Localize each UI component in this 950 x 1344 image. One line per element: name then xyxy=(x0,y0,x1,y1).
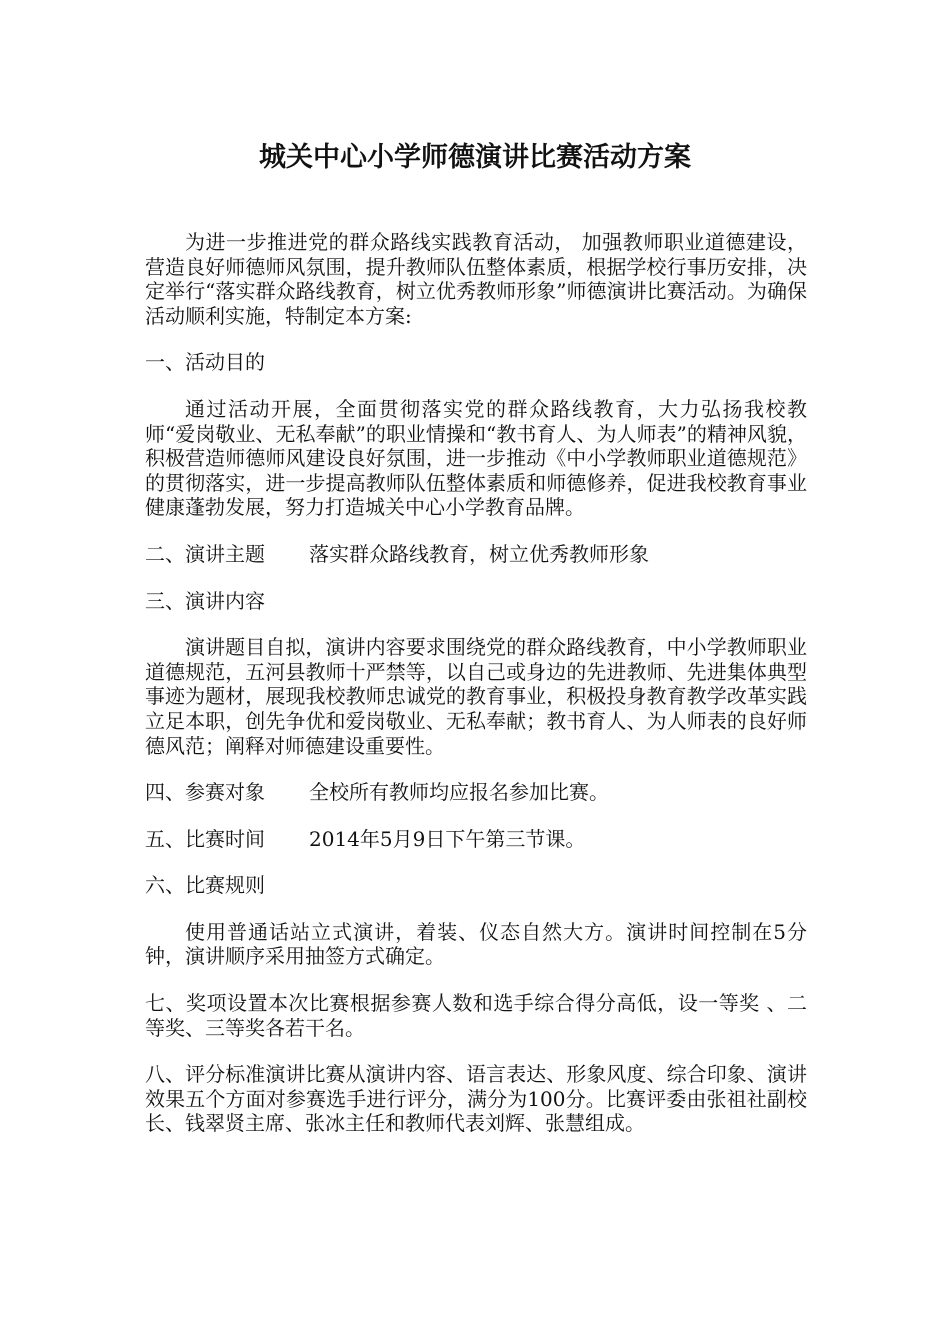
section-1-heading xyxy=(145,350,807,375)
section-3-body: 演讲题目自拟，演讲内容要求围绕党的群众路线教育，中小学教师职业道德规范，五河县教师十严禁等，以自己或身边的先进教师、先进集体典型事迹为题材，展现我校教师忠诚党的教育事业，积极投身教育教学改革实践立足本职，创先争优和爱岗敬业、无私奉献；教书育人、为人师表的良好师德风范；阐释对师德建设重要性。 xyxy=(145,635,807,758)
section-7-paragraph xyxy=(145,991,807,1040)
section-2-heading xyxy=(145,542,807,567)
section-heading-label: 五、比赛时间 xyxy=(145,826,265,851)
document-body xyxy=(145,230,807,1158)
section-6-body: 使用普通话站立式演讲，着装、仪态自然大方。演讲时间控制在5分钟，演讲顺序采用抽签方式确定。 xyxy=(145,919,807,969)
section-4-heading xyxy=(145,780,807,805)
section-inline-text: 全校所有教师均应报名参加比赛。 xyxy=(309,780,609,805)
section-heading-label: 六、比赛规则 xyxy=(145,873,265,898)
section-1-body: 通过活动开展，全面贯彻落实党的群众路线教育，大力弘扬我校教师“爱岗敬业、无私奉献”的职业情操和“教书育人、为人师表”的精神风貌，积极营造师德师风建设良好氛围，进一步推动《中小学教师职业道德规范》的贯彻落实，进一步提高教师队伍整体素质和师德修养，促进我校教育事业健康蓬勃发展，努力打造城关中心小学教育品牌。 xyxy=(145,396,807,520)
section-heading-label: 三、演讲内容 xyxy=(145,588,265,613)
intro-paragraph: 为进一步推进党的群众路线实践教育活动， 加强教师职业道德建设，营造良好师德师风氛围，提升教师队伍整体素质，根据学校行事历安排，决定举行“落实群众路线教育，树立优秀教师形象”师德演讲比赛活动。为确保活动顺利实施，特制定本方案: xyxy=(145,230,807,328)
section-heading-label: 四、参赛对象 xyxy=(145,780,265,805)
section-3-heading xyxy=(145,589,807,614)
section-heading-label: 一、活动目的 xyxy=(145,350,265,375)
section-inline-text: 本次比赛根据参赛人数和选手综合得分高低，设一等奖 、二等奖、三等奖各若干名。 xyxy=(145,991,808,1040)
section-inline-text: 落实群众路线教育，树立优秀教师形象 xyxy=(309,541,649,566)
section-heading-label: 八、评分标准 xyxy=(145,1062,266,1087)
section-heading-label: 七、奖项设置 xyxy=(145,991,268,1016)
document-title: 城关中心小学师德演讲比赛活动方案 xyxy=(259,142,691,173)
section-inline-text: 演讲比赛从演讲内容、语言表达、形象风度、综合印象、演讲效果五个方面对参赛选手进行评分，满分为100分。比赛评委由张祖社副校长、钱翠贤主席、张冰主任和教师代表刘辉、张慧组成。 xyxy=(145,1062,807,1136)
section-8-paragraph xyxy=(145,1062,807,1136)
section-heading-label: 二、演讲主题 xyxy=(145,541,265,566)
section-5-heading xyxy=(145,827,807,852)
section-inline-text: 2014年5月9日下午第三节课。 xyxy=(309,826,586,851)
section-6-heading xyxy=(145,873,807,898)
